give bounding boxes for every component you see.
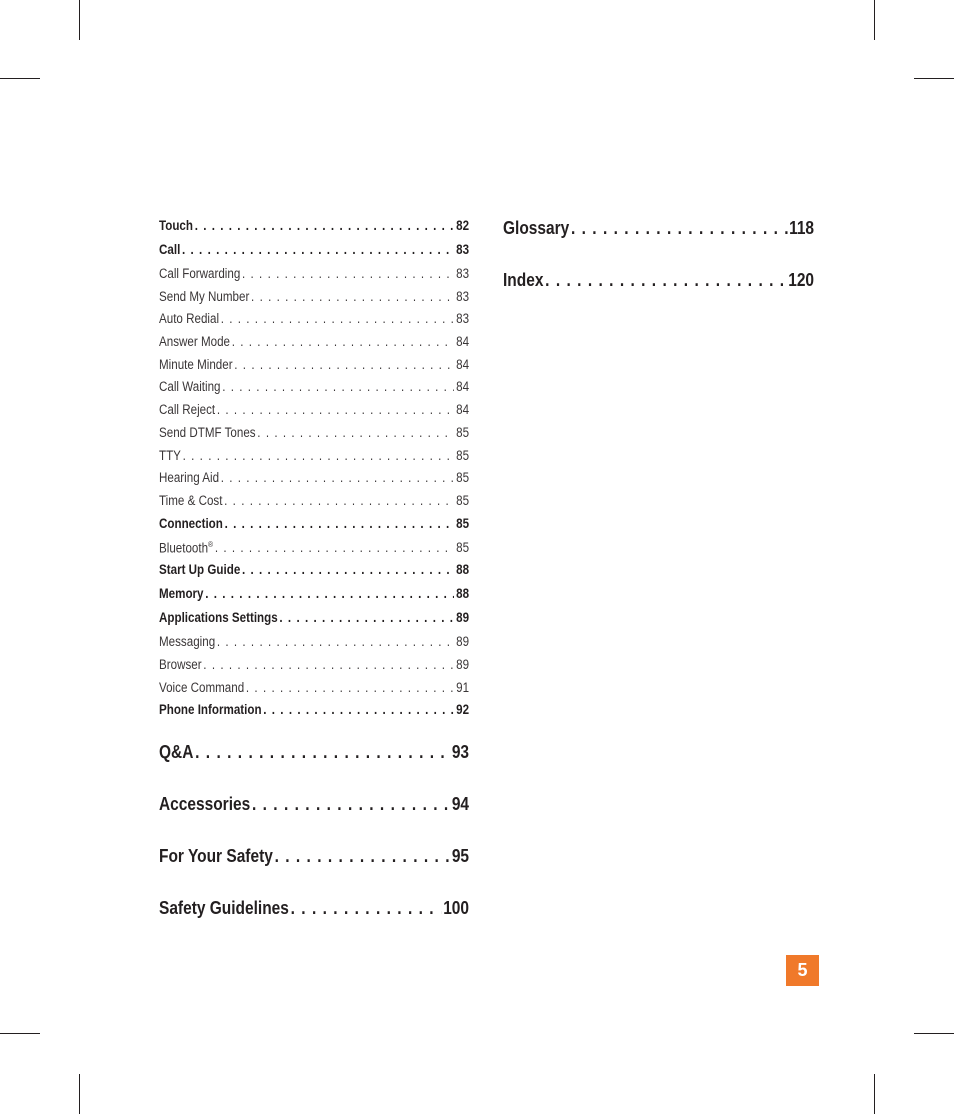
- toc-entry[interactable]: Voice Command . . . 91: [159, 680, 469, 703]
- crop-mark: [914, 78, 954, 79]
- toc-left-column: [159, 218, 469, 950]
- toc-entry[interactable]: Browser . . . 89: [159, 657, 469, 680]
- toc-chapter[interactable]: Index . . . 120: [503, 270, 814, 322]
- toc-chapter[interactable]: For Your Safety . . . 95: [159, 846, 469, 898]
- toc-entry[interactable]: Answer Mode . . . 84: [159, 334, 469, 357]
- toc-entry[interactable]: Connection . . . 85: [159, 516, 469, 540]
- toc-entry[interactable]: Time & Cost . . . 85: [159, 493, 469, 516]
- crop-mark: [0, 1033, 40, 1034]
- toc-entry[interactable]: Memory . . . 88: [159, 586, 469, 610]
- toc-chapter[interactable]: Accessories . . . 94: [159, 794, 469, 846]
- toc-entry[interactable]: Start Up Guide . . . 88: [159, 562, 469, 586]
- crop-mark: [874, 1074, 875, 1114]
- toc-entry[interactable]: Call Waiting . . . 84: [159, 379, 469, 402]
- crop-mark: [874, 0, 875, 40]
- toc-entry[interactable]: Send My Number . . . 83: [159, 289, 469, 312]
- toc-right-column: [503, 218, 814, 322]
- toc-entry[interactable]: Bluetooth® . . . 85: [159, 540, 469, 563]
- crop-mark: [914, 1033, 954, 1034]
- crop-mark: [0, 78, 40, 79]
- toc-entry[interactable]: TTY . . . 85: [159, 448, 469, 471]
- toc-entry[interactable]: Applications Settings . . . 89: [159, 610, 469, 634]
- toc-chapter[interactable]: Q&A . . . 93: [159, 742, 469, 794]
- toc-entry[interactable]: Send DTMF Tones . . . 85: [159, 425, 469, 448]
- toc-entry[interactable]: Messaging . . . 89: [159, 634, 469, 657]
- toc-chapter[interactable]: Glossary . . . 118: [503, 218, 814, 270]
- crop-mark: [79, 0, 80, 40]
- toc-entry[interactable]: Minute Minder . . . 84: [159, 357, 469, 380]
- toc-entry[interactable]: Call Reject . . . 84: [159, 402, 469, 425]
- toc-chapter[interactable]: Safety Guidelines . . . 100: [159, 898, 469, 950]
- toc-entry[interactable]: Auto Redial . . . 83: [159, 311, 469, 334]
- toc-entry[interactable]: Hearing Aid . . . 85: [159, 470, 469, 493]
- toc-entry[interactable]: Touch . . . 82: [159, 218, 469, 242]
- toc-entry[interactable]: Phone Information . . . 92: [159, 702, 469, 726]
- crop-mark: [79, 1074, 80, 1114]
- toc-entry[interactable]: Call Forwarding . . . 83: [159, 266, 469, 289]
- page-number-badge: 5: [786, 955, 819, 986]
- toc-entry[interactable]: Call . . . 83: [159, 242, 469, 266]
